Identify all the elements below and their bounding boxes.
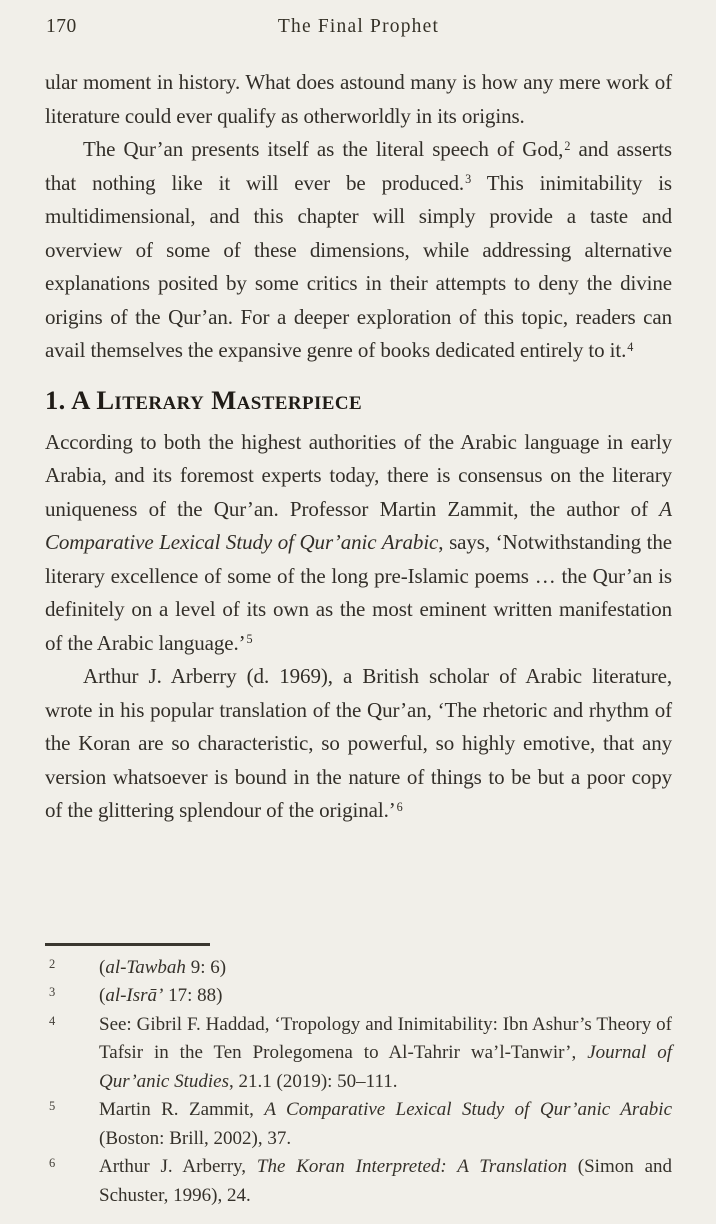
paragraph-arberry-quote: [45, 660, 672, 828]
footnote-6: [45, 1153, 672, 1210]
text-run: See: Gibril F. Haddad, ‘Tropology and Inimitability: Ibn Ashur’s Theory of Tafsir in the Ten Prolegomena to Al-Tahrir wa’l-Tanwir’,: [99, 1013, 672, 1063]
section-heading: 1. A Literary Masterpiece: [45, 384, 363, 415]
running-title: The Final Prophet: [277, 16, 440, 37]
book-title-italic: The Koran Interpreted: A Translation: [256, 1156, 567, 1177]
footnote-3: [45, 982, 672, 1011]
text-run: , says, ‘Notwithstanding the literary excellence of some of the long pre-Islamic poems … the Qur’an is definitely on a level of its own as the most eminent written manifestation of the Arabic language.’: [45, 530, 672, 655]
page-number: 170: [46, 16, 77, 37]
footnotes-section: [45, 943, 672, 1211]
footnote-number: 6: [49, 1156, 56, 1170]
footnote-5: [45, 1096, 672, 1153]
footnote-text: [99, 982, 672, 1011]
book-title-italic: al-Isrā’: [105, 985, 164, 1006]
text-run: ular moment in history. What does astound many is how any mere work of literature could ever qualify as otherworldly in its origins.: [45, 70, 672, 128]
text-run: , 21.1 (2019): 50–111.: [229, 1070, 398, 1092]
footnote-text: [99, 1096, 672, 1153]
footnote-text: [99, 1153, 672, 1210]
book-title-italic: al-Tawbah: [105, 956, 186, 978]
footnote-4: [45, 1011, 672, 1097]
text-run: The Qur’an presents itself as the literal speech of God,: [83, 137, 564, 161]
text-run: (: [99, 985, 106, 1006]
footnote-number: 2: [49, 956, 56, 971]
footnote-ref-4: 4: [627, 339, 634, 354]
footnote-separator-rule: [45, 943, 210, 946]
footnote-ref-2: 2: [564, 138, 571, 153]
text-run: (: [99, 956, 106, 978]
book-title-italic: A Comparative Lexical Study of Qur’anic Arabic: [45, 496, 672, 554]
text-run: Arthur J. Arberry (d. 1969), a British scholar of Arabic literature, wrote in his popular translation of the Qur’an, ‘The rhetoric and rhythm of the Koran are so characteristic, so powerful, so highly emotive, that any version whatsoever is bound in the nature of things to be but a poor copy of the glittering splendour of the original.’: [45, 664, 672, 822]
paragraph-continuation: [45, 66, 672, 133]
footnote-2: [45, 954, 672, 983]
footnote-ref-3: 3: [465, 172, 472, 187]
paragraph-literary-uniqueness: [45, 426, 672, 661]
text-run: (Simon and Schuster, 1996), 24.: [99, 1156, 672, 1206]
journal-title-italic: Journal of Qur’anic Studies: [99, 1042, 672, 1092]
text-run: Arthur J. Arberry,: [99, 1156, 257, 1177]
text-run: 9: 6): [185, 956, 227, 978]
text-run: (Boston: Brill, 2002), 37.: [99, 1127, 292, 1149]
footnote-ref-6: 6: [396, 799, 403, 814]
footnote-number: 3: [49, 985, 56, 999]
footnote-number: 4: [49, 1013, 56, 1028]
text-run: According to both the highest authorities of the Arabic language in early Arabia, and its foremost experts today, there is consensus on the literary uniqueness of the Qur’an. Professor Martin Zammit, the author of: [45, 429, 672, 521]
text-run: Martin R. Zammit,: [99, 1099, 265, 1120]
page-header: [45, 16, 672, 40]
text-run: This inimitability is multidimensional, and this chapter will simply provide a taste and overview of some of these dimensions, while addressing alternative explanations posited by some critics in their attempts to deny the divine origins of the Qur’an. For a deeper exploration of this topic, readers can avail themselves the expansive genre of books dedicated entirely to it.: [45, 170, 672, 362]
footnote-text: [99, 1011, 672, 1097]
text-run: 17: 88): [163, 985, 223, 1006]
book-title-italic: A Comparative Lexical Study of Qur’anic Arabic: [264, 1099, 672, 1120]
footnote-ref-5: 5: [246, 632, 253, 647]
text-run: and asserts that nothing like it will ever be produced.: [45, 137, 672, 195]
paragraph-quran-speech: [45, 133, 672, 368]
page-body: [45, 66, 672, 828]
footnote-text: [99, 954, 672, 983]
footnote-number: 5: [49, 1099, 56, 1113]
